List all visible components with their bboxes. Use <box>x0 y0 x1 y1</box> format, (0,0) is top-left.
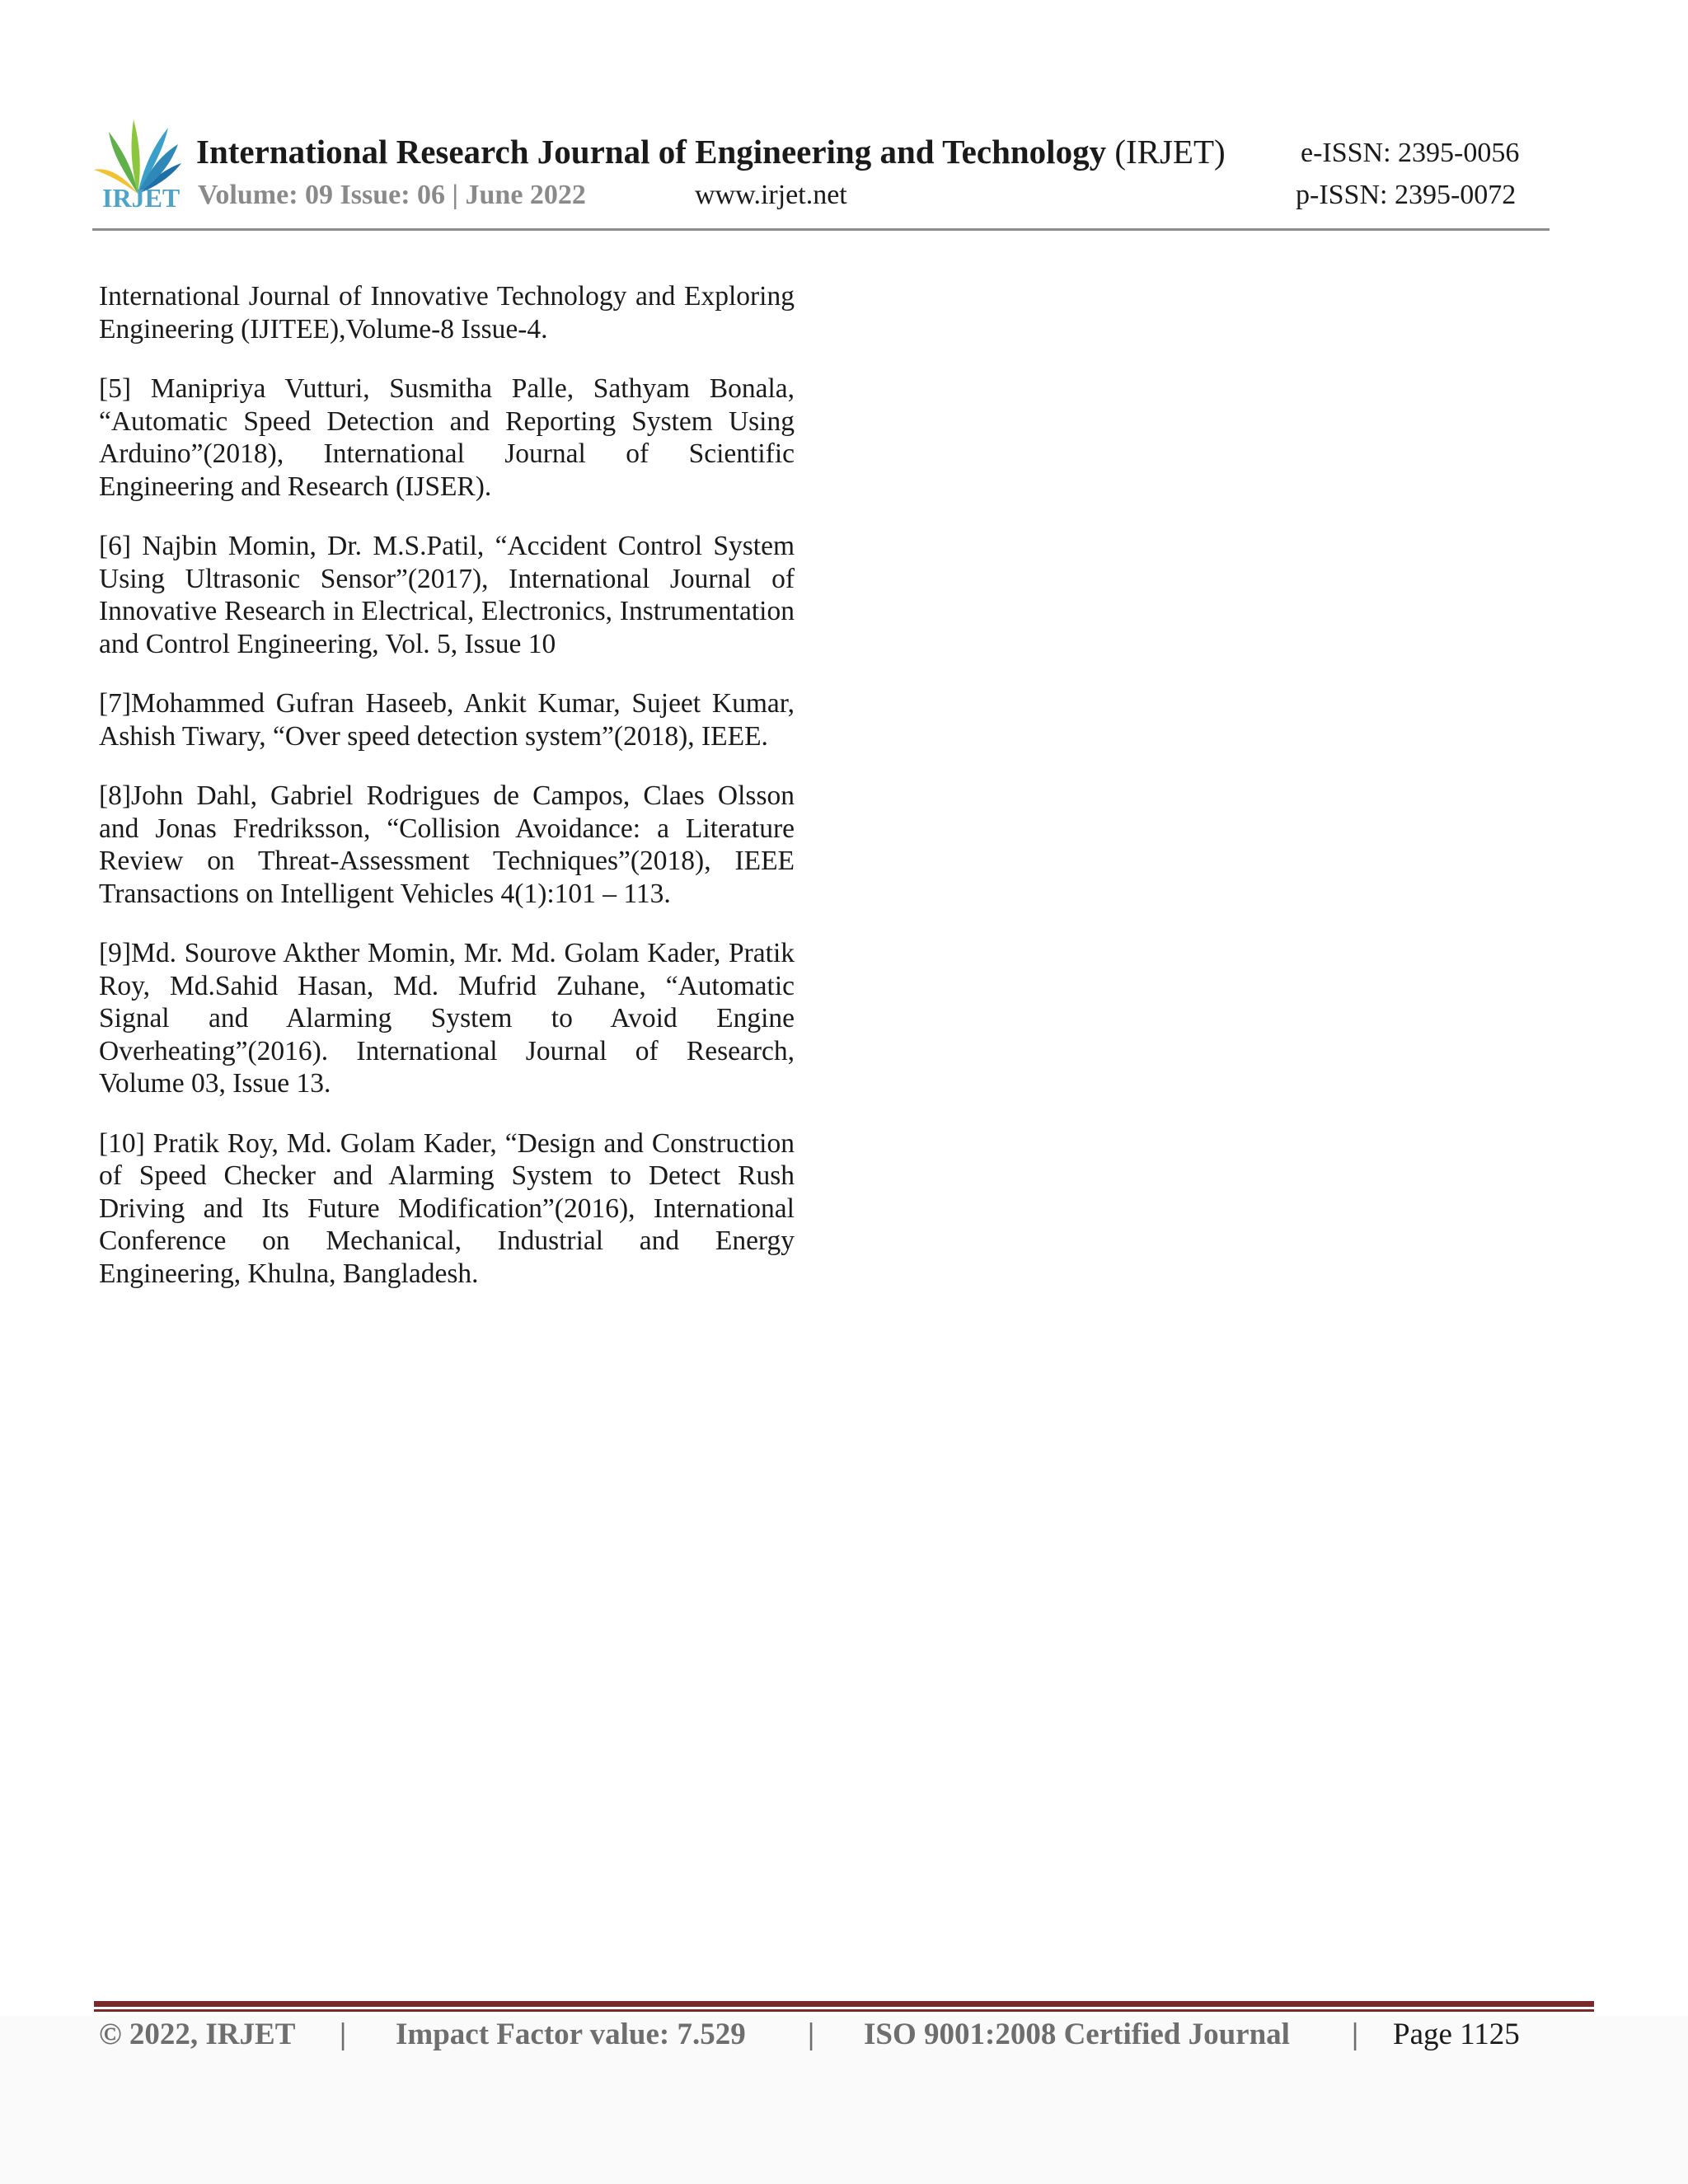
reference-item: International Journal of Innovative Technology and Exploring Engineering (IJITEE),Volume-8 Issue-4. <box>99 281 795 344</box>
reference-item: [6] Najbin Momin, Dr. M.S.Patil, “Accident Control System Using Ultrasonic Sensor”(2017), International Journal of Innovative Research in Electrical, Electronics, Instrumentation and Control Engineering, Vol. 5, Issue 10 <box>99 531 795 659</box>
footer-page-number: Page 1125 <box>1393 2018 1520 2051</box>
reference-item: [9]Md. Sourove Akther Momin, Mr. Md. Golam Kader, Pratik Roy, Md.Sahid Hasan, Md. Mufrid Zuhane, “Automatic Signal and Alarming System to Avoid Engine Overheating”(2016). International Journal of Research, Volume 03, Issue 13. <box>99 938 795 1099</box>
footer-separator: | <box>808 2018 815 2051</box>
volume-issue: Volume: 09 Issue: 06 | June 2022 <box>198 180 586 210</box>
reference-item: [8]John Dahl, Gabriel Rodrigues de Campos, Claes Olsson and Jonas Fredriksson, “Collision Avoidance: a Literature Review on Threat-Assessment Techniques”(2018), IEEE Transactions on Intelligent Vehicles 4(1):101 – 113. <box>99 780 795 909</box>
footer-separator: | <box>340 2018 347 2051</box>
reference-item: [10] Pratik Roy, Md. Golam Kader, “Design and Construction of Speed Checker and Alarming System to Detect Rush Driving and Its Future Modification”(2016), International Conference on Mechanical, Industrial and Energy Engineering, Khulna, Bangladesh. <box>99 1127 795 1289</box>
footer-impact-factor: Impact Factor value: 7.529 <box>396 2018 746 2051</box>
header-divider <box>92 228 1550 231</box>
footer-copyright: © 2022, IRJET <box>99 2018 296 2051</box>
p-issn: p-ISSN: 2395-0072 <box>1296 180 1517 210</box>
journal-website-link[interactable]: www.irjet.net <box>695 180 847 210</box>
footer-divider-thin <box>94 2009 1594 2012</box>
footer-separator: | <box>1352 2018 1359 2051</box>
journal-title <box>196 132 1226 171</box>
footer-divider <box>94 2001 1594 2007</box>
reference-item: [7]Mohammed Gufran Haseeb, Ankit Kumar, Sujeet Kumar, Ashish Tiwary, “Over speed detection system”(2018), IEEE. <box>99 688 795 752</box>
logo-text: IRJET <box>102 183 181 213</box>
e-issn: e-ISSN: 2395-0056 <box>1301 138 1520 168</box>
journal-abbreviation: (IRJET) <box>1114 133 1226 171</box>
references-column <box>99 280 795 1317</box>
journal-title-text: International Research Journal of Engineering and Technology <box>196 133 1107 171</box>
footer-iso: ISO 9001:2008 Certified Journal <box>864 2018 1290 2051</box>
reference-item: [5] Manipriya Vutturi, Susmitha Palle, Sathyam Bonala, “Automatic Speed Detection and Reporting System Using Arduino”(2018), International Journal of Scientific Engineering and Research (IJSER). <box>99 373 795 502</box>
